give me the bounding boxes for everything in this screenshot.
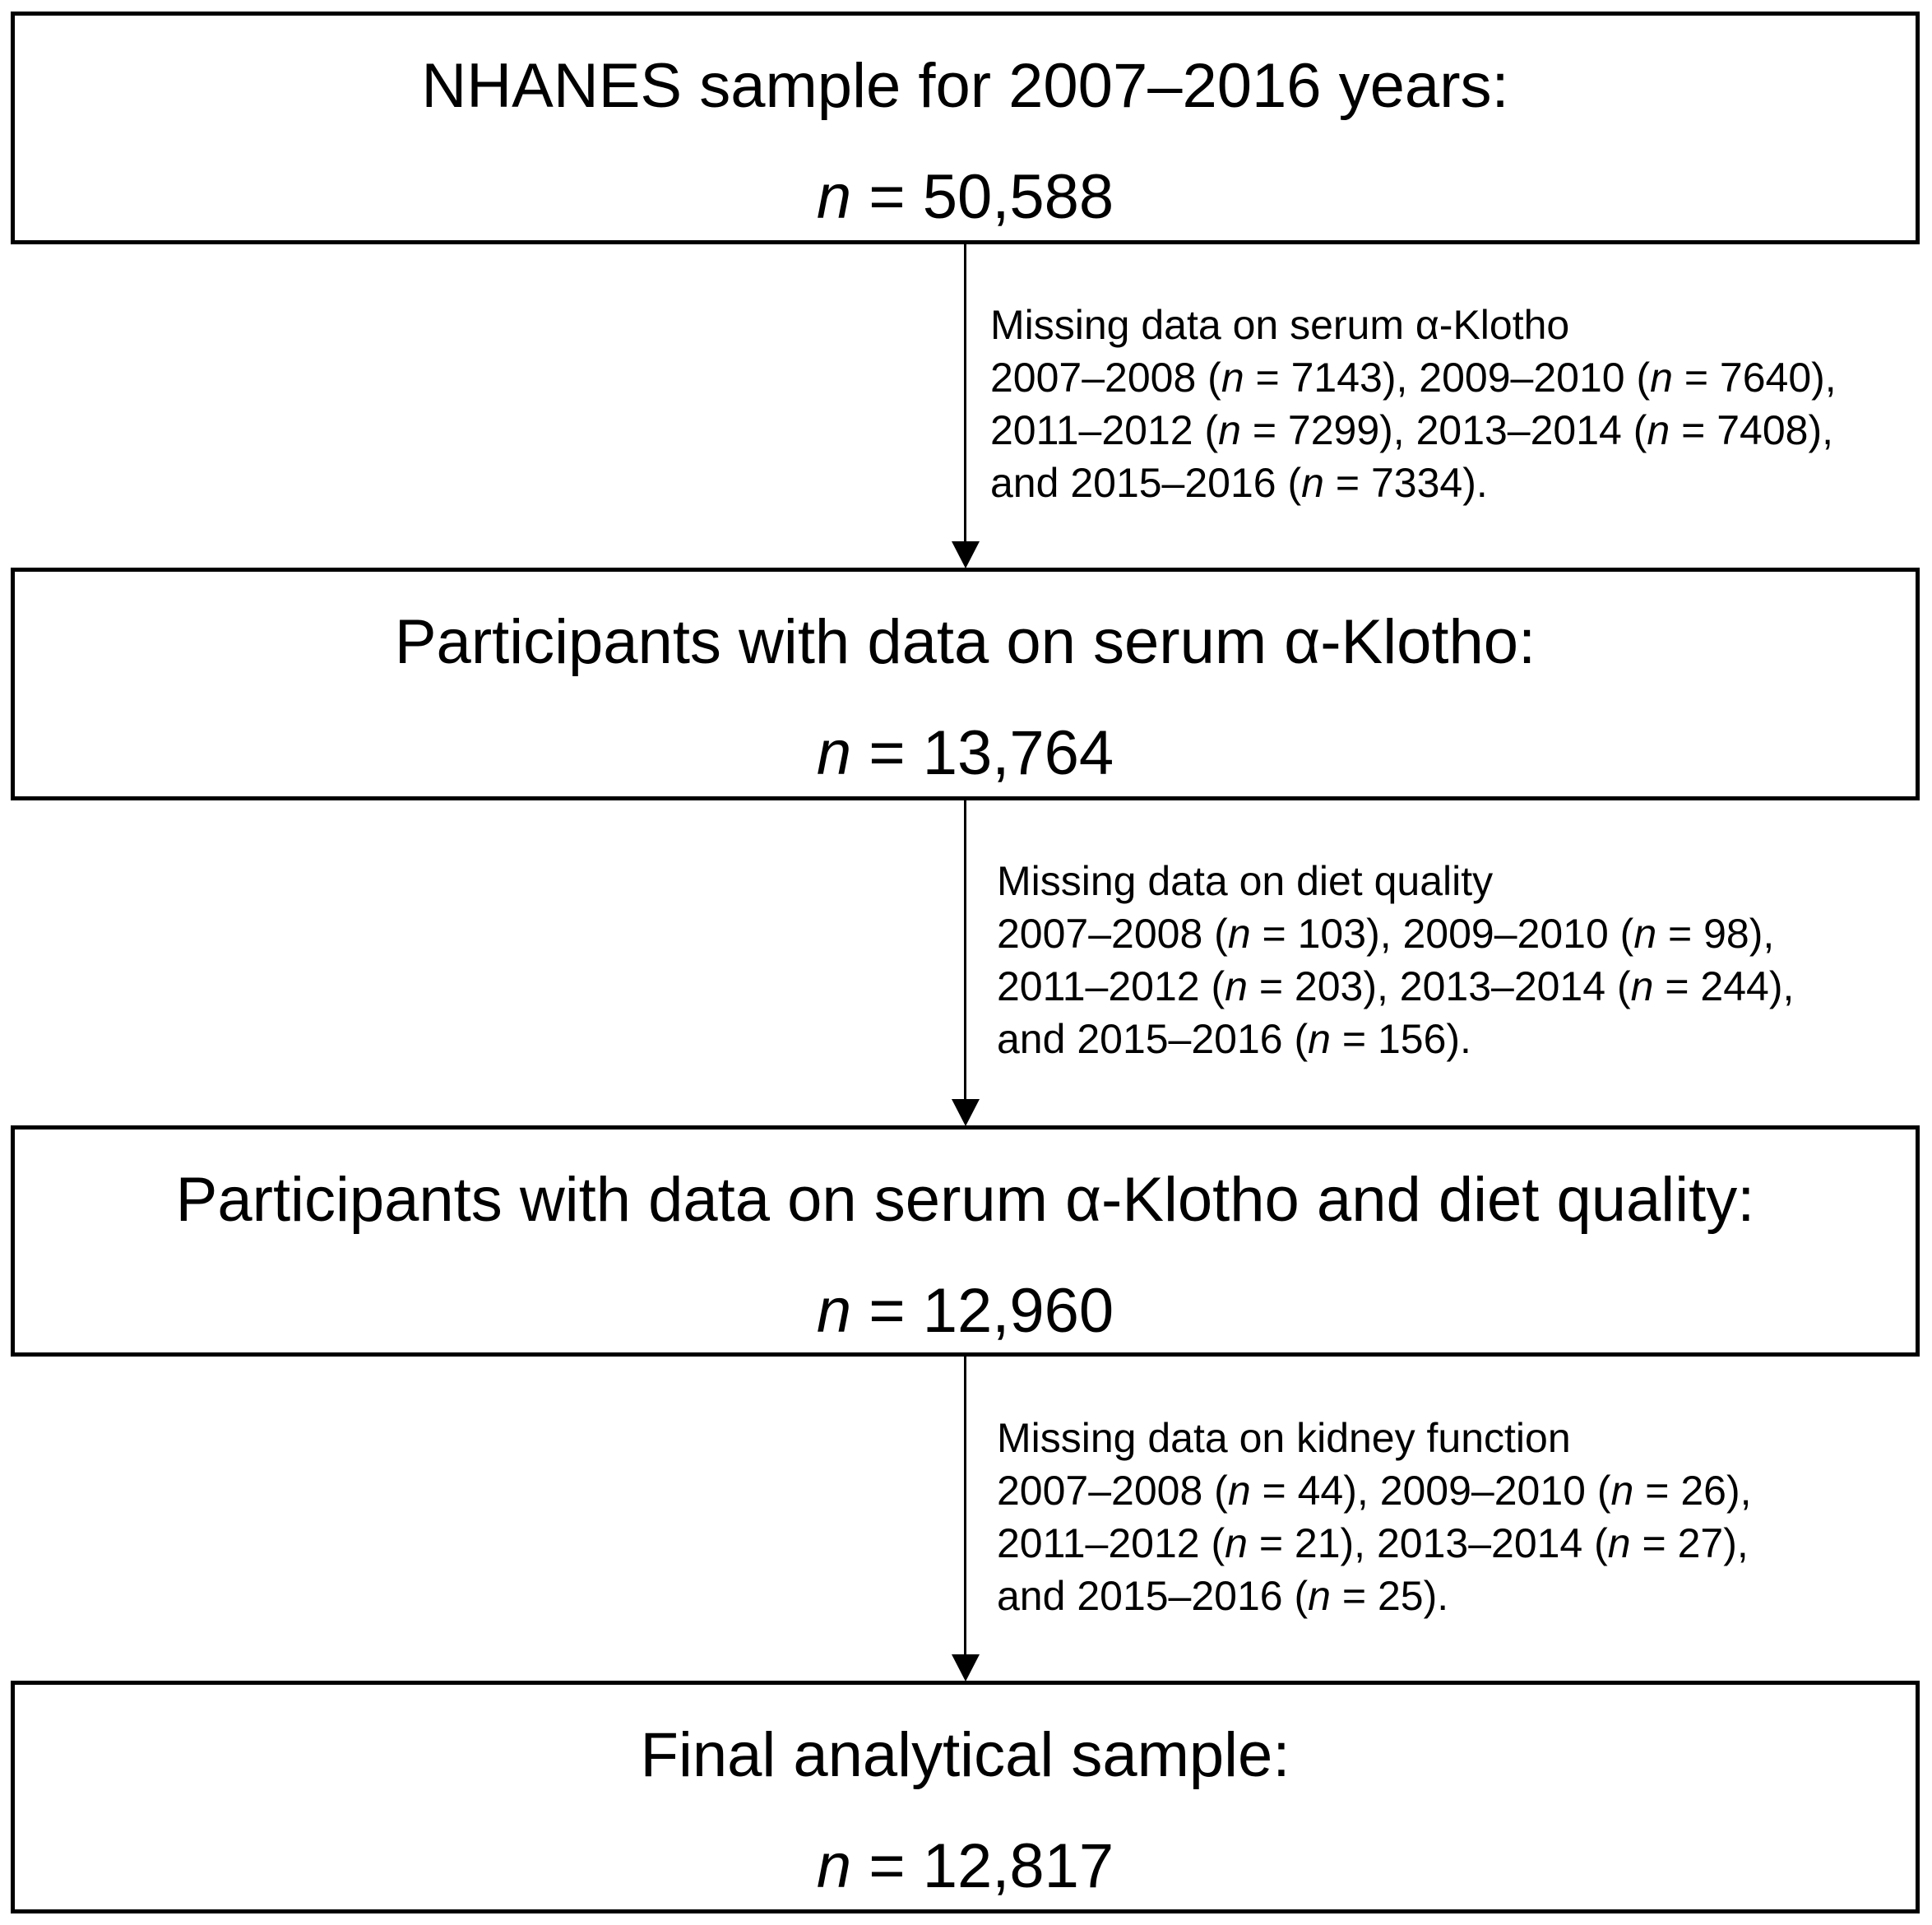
- exclusion-line: 2007–2008 (n = 7143), 2009–2010 (n = 7640),: [990, 355, 1837, 401]
- flow-box-final-sample: [11, 1681, 1920, 1913]
- box-count: [15, 162, 1916, 232]
- arrow-down-icon: [952, 541, 980, 568]
- n-symbol: n: [816, 162, 852, 232]
- count-value: = 50,588: [851, 162, 1114, 232]
- exclusion-note-kidney: [997, 1412, 1751, 1622]
- flow-box-klotho-diet-participants: [11, 1125, 1920, 1357]
- count-value: = 12,960: [851, 1276, 1114, 1346]
- exclusion-line: and 2015–2016 (n = 7334).: [990, 460, 1488, 506]
- exclusion-line: 2007–2008 (n = 44), 2009–2010 (n = 26),: [997, 1468, 1752, 1514]
- exclusion-heading: Missing data on serum α-Klotho: [990, 302, 1570, 348]
- exclusion-heading: Missing data on diet quality: [997, 858, 1494, 904]
- arrow-down-icon: [952, 1099, 980, 1126]
- n-symbol: n: [816, 718, 852, 788]
- n-symbol: n: [816, 1276, 852, 1346]
- arrow-3-line: [964, 1357, 966, 1654]
- box-title: NHANES sample for 2007–2016 years:: [421, 51, 1509, 121]
- arrow-down-icon: [952, 1654, 980, 1681]
- n-symbol: n: [816, 1831, 852, 1901]
- exclusion-line: and 2015–2016 (n = 156).: [997, 1016, 1471, 1062]
- box-title: Participants with data on serum α-Klotho and diet quality:: [175, 1165, 1755, 1235]
- arrow-1-line: [964, 244, 966, 542]
- exclusion-line: 2011–2012 (n = 203), 2013–2014 (n = 244),: [997, 963, 1795, 1009]
- exclusion-line: and 2015–2016 (n = 25).: [997, 1573, 1449, 1619]
- box-count: [15, 1276, 1916, 1346]
- exclusion-heading: Missing data on kidney function: [997, 1415, 1571, 1461]
- box-count: [15, 1831, 1916, 1901]
- flow-box-klotho-participants: [11, 568, 1920, 800]
- exclusion-line: 2011–2012 (n = 21), 2013–2014 (n = 27),: [997, 1520, 1749, 1566]
- flow-box-nhanes-sample: [11, 12, 1920, 244]
- box-count: [15, 718, 1916, 788]
- box-title: Participants with data on serum α-Klotho:: [394, 607, 1536, 677]
- count-value: = 13,764: [851, 718, 1114, 788]
- count-value: = 12,817: [851, 1831, 1114, 1901]
- arrow-2-line: [964, 800, 966, 1099]
- exclusion-note-diet: [997, 855, 1794, 1065]
- exclusion-line: 2007–2008 (n = 103), 2009–2010 (n = 98),: [997, 911, 1775, 957]
- exclusion-line: 2011–2012 (n = 7299), 2013–2014 (n = 7408),: [990, 407, 1833, 453]
- exclusion-note-klotho: [990, 299, 1837, 509]
- box-title: Final analytical sample:: [640, 1720, 1290, 1790]
